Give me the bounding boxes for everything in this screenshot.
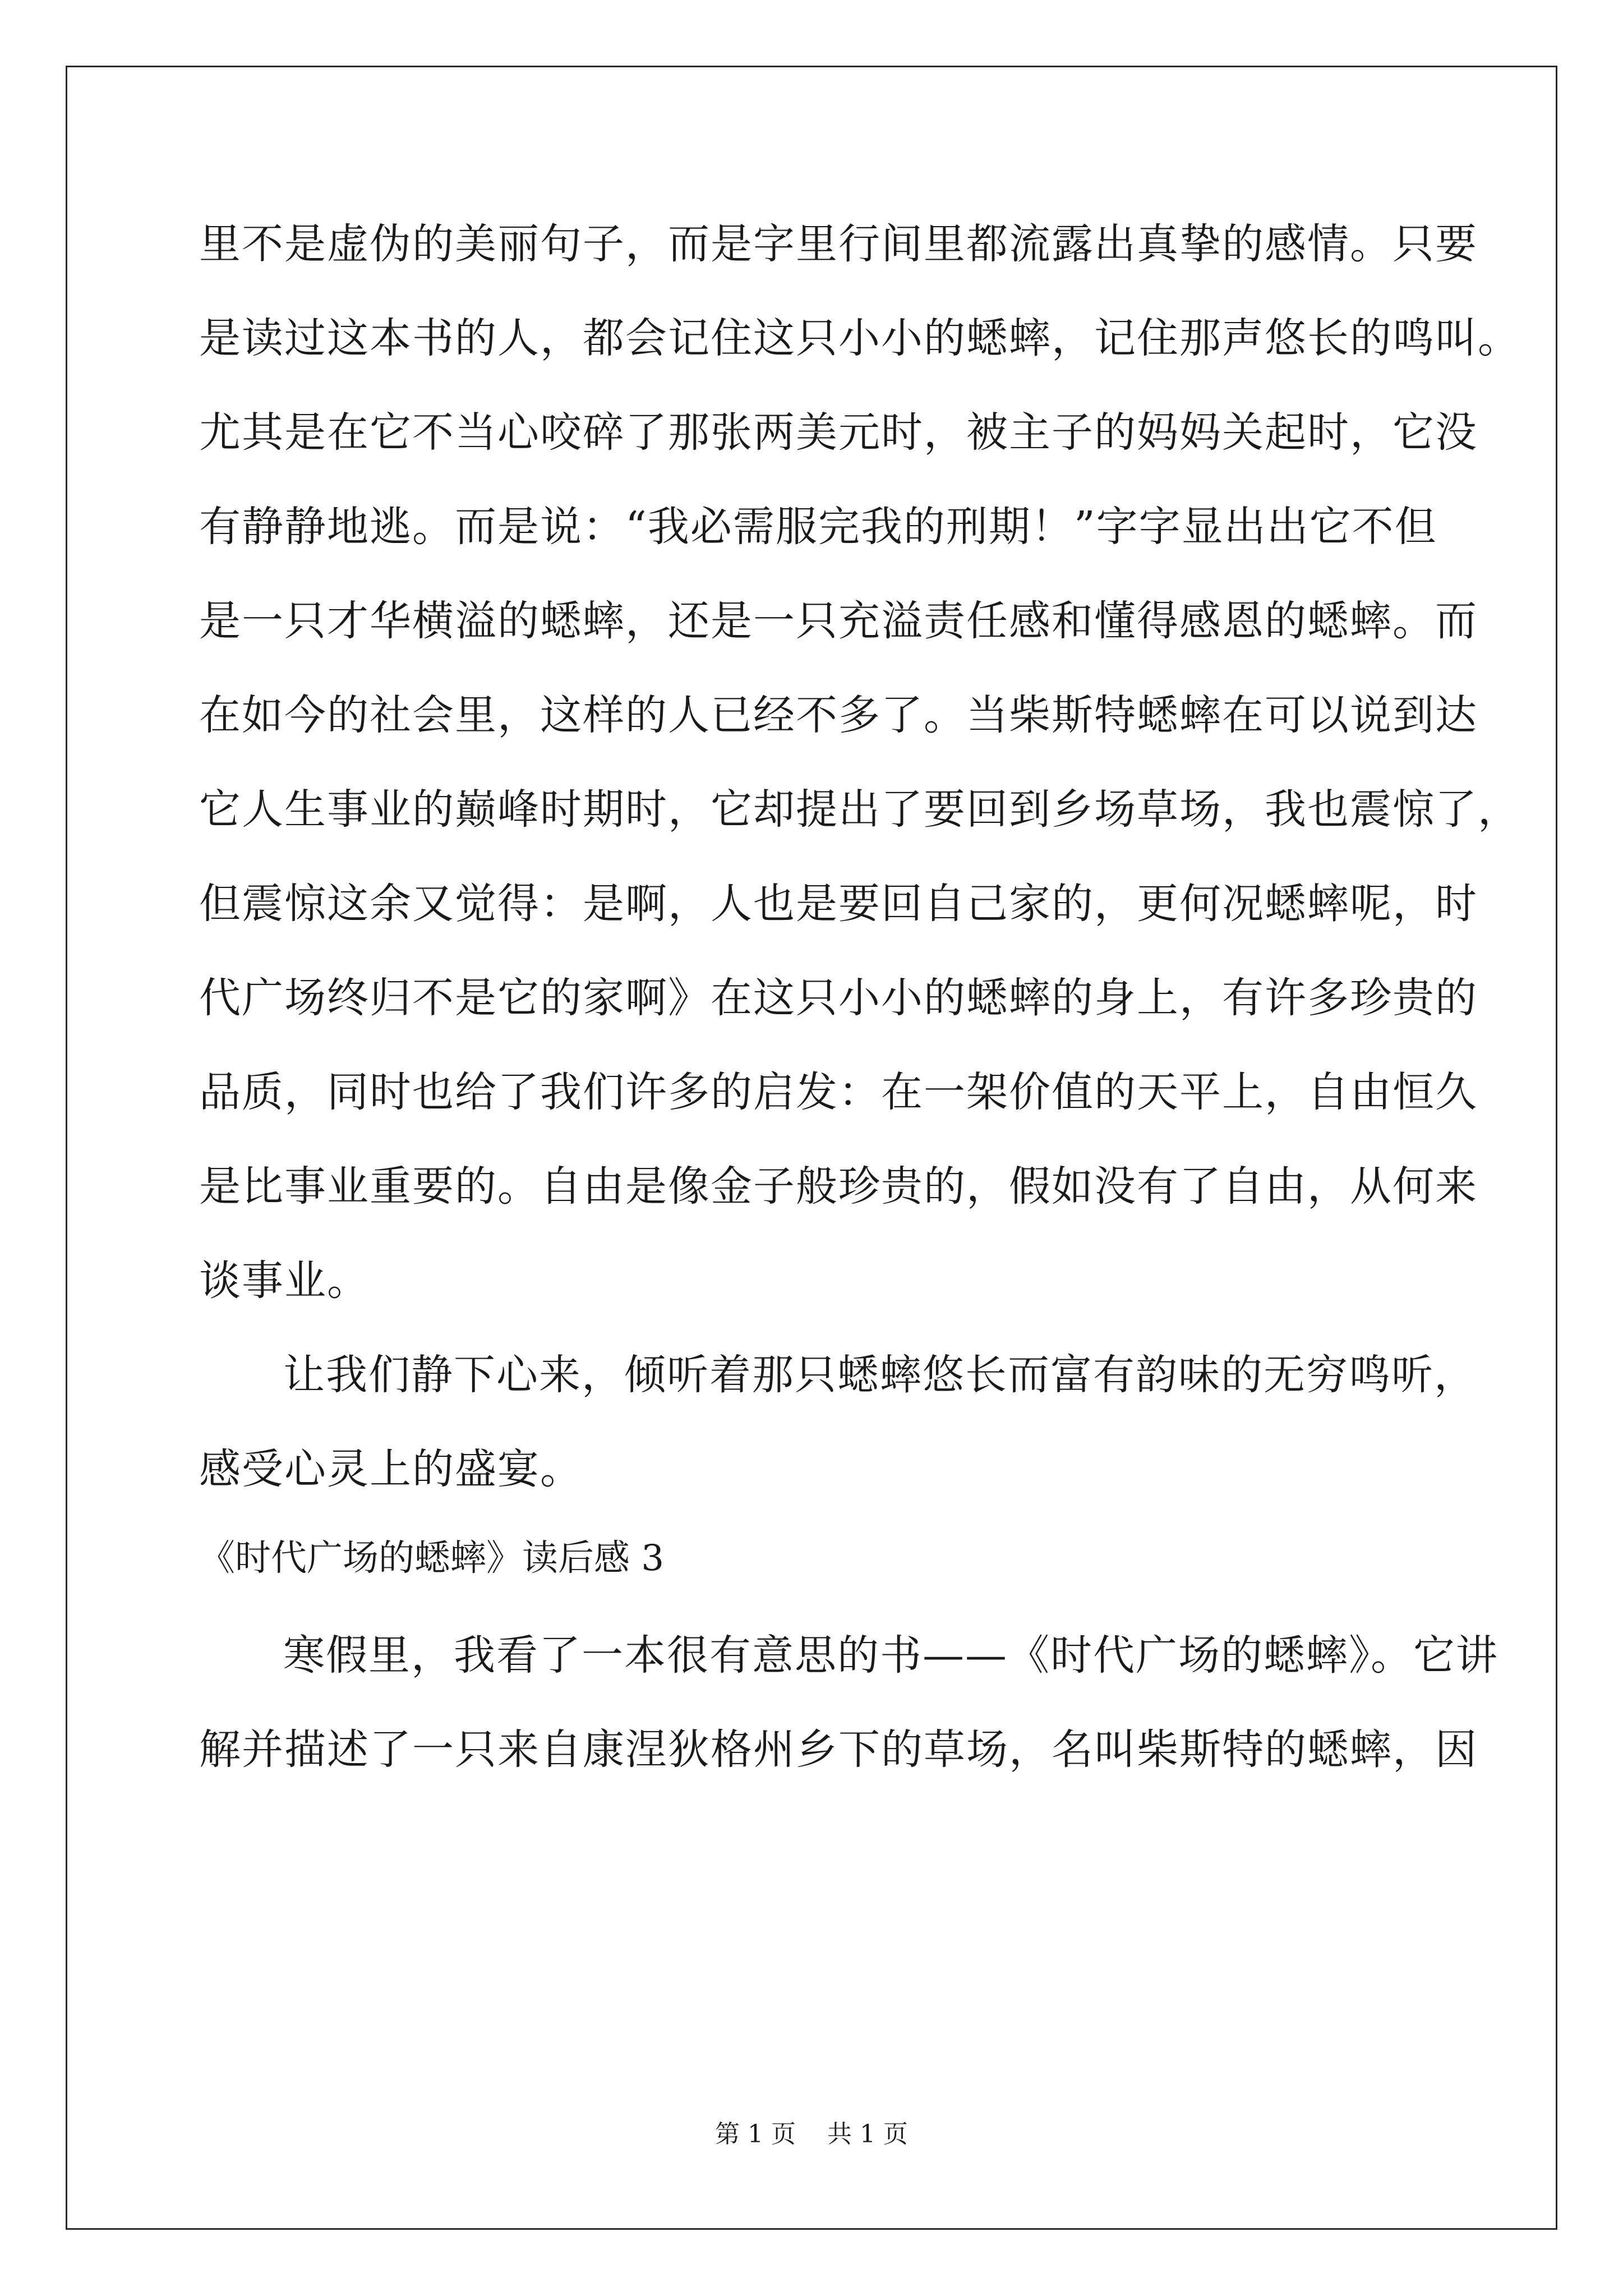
text-line: 但震惊这余又觉得：是啊，人也是要回自己家的，更何况蟋蟀呢，时 [199,880,1478,928]
text-line: 是一只才华横溢的蟋蟀，还是一只充溢责任感和懂得感恩的蟋蟀。而 [199,597,1478,645]
text-line: 是读过这本书的人，都会记住这只小小的蟋蟀，记住那声悠长的鸣叫。 [199,314,1520,362]
text-line: 寒假里，我看了一本很有意思的书——《时代广场的蟋蟀》。它讲 [283,1631,1498,1680]
text-line: 感受心灵上的盛宴。 [199,1445,583,1493]
text-line: 有静静地逃。而是说：“我必需服完我的刑期！”字字显出出它不但 [199,503,1437,551]
text-line: 尤其是在它不当心咬碎了那张两美元时，被主子的妈妈关起时，它没 [199,408,1478,457]
text-line: 品质，同时也给了我们许多的启发：在一架价值的天平上，自由恒久 [199,1068,1478,1116]
text-line: 代广场终归不是它的家啊》在这只小小的蟋蟀的身上，有许多珍贵的 [199,974,1478,1022]
text-line: 里不是虚伪的美丽句子，而是字里行间里都流露出真挚的感情。只要 [199,220,1478,268]
page-border [66,66,1557,2230]
text-line: 让我们静下心来，倾听着那只蟋蟀悠长而富有韵味的无穷鸣听， [283,1351,1477,1399]
text-line: 它人生事业的巅峰时期时，它却提出了要回到乡场草场，我也震惊了， [199,785,1520,834]
page-footer: 第 1 页 共 1 页 [715,2120,908,2148]
text-line: 是比事业重要的。自由是像金子般珍贵的，假如没有了自由，从何来 [199,1162,1478,1211]
text-line: 在如今的社会里，这样的人已经不多了。当柴斯特蟋蟀在可以说到达 [199,691,1478,739]
text-line: 解并描述了一只来自康涅狄格州乡下的草场，名叫柴斯特的蟋蟀，因 [199,1726,1478,1774]
section-heading: 《时代广场的蟋蟀》读后感 3 [199,1538,665,1579]
text-line: 谈事业。 [199,1257,370,1305]
